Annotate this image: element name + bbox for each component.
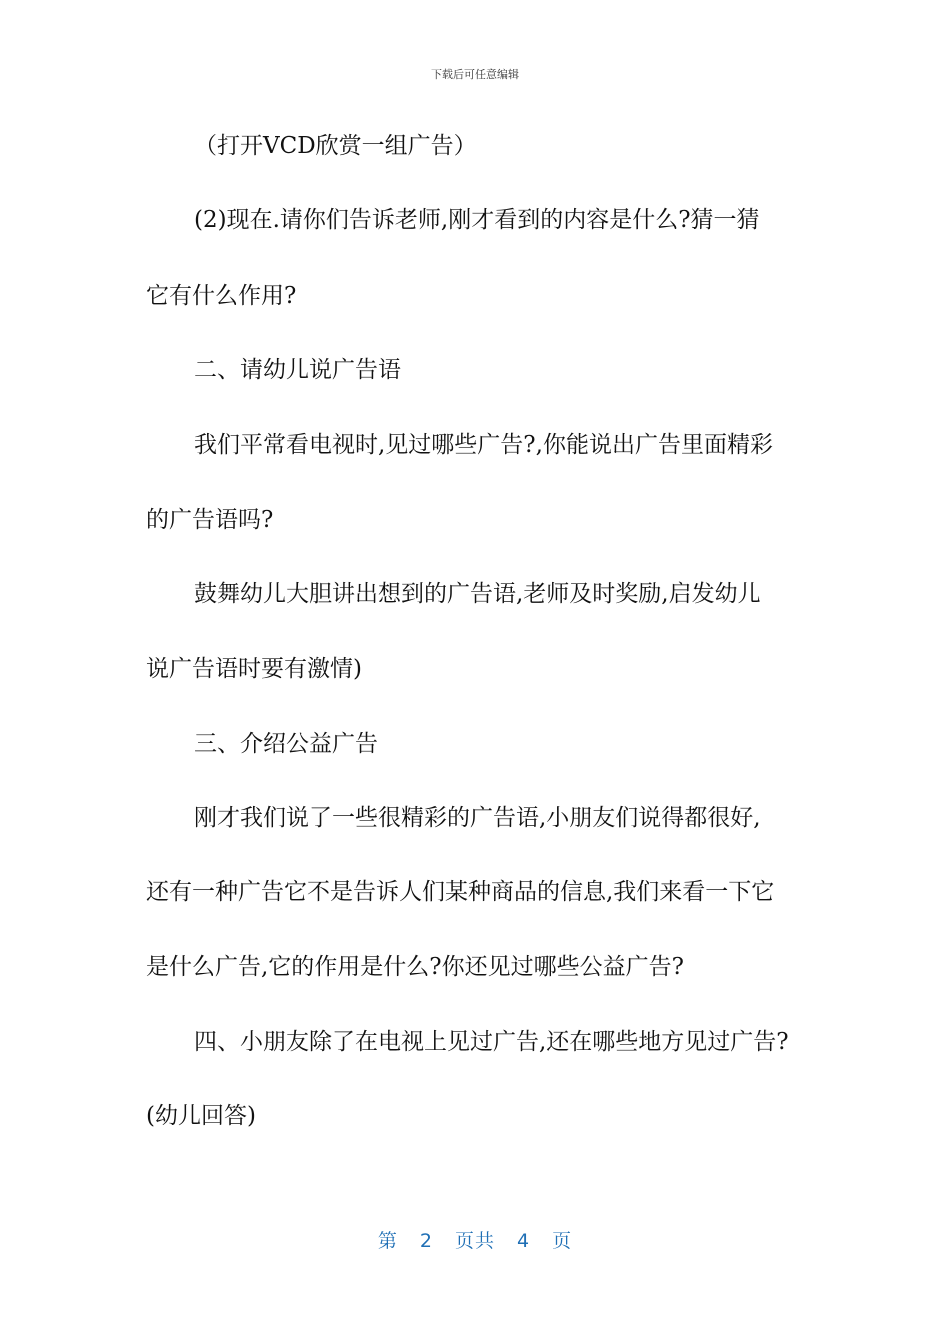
paragraph-line: (幼儿回答) — [146, 1103, 256, 1129]
footer-page-number: 2 — [419, 1230, 433, 1252]
paragraph-line: 鼓舞幼儿大胆讲出想到的广告语,老师及时奖励,启发幼儿 — [194, 581, 761, 607]
page-footer — [0, 1226, 950, 1253]
paragraph-line: 说广告语时要有激情) — [146, 656, 362, 682]
footer-total-pages: 4 — [517, 1230, 531, 1252]
footer-middle: 页共 — [454, 1230, 495, 1252]
footer-suffix: 页 — [552, 1230, 573, 1252]
paragraph-line: 刚才我们说了一些很精彩的广告语,小朋友们说得都很好, — [194, 805, 761, 831]
paragraph-line: (2)现在.请你们告诉老师,刚才看到的内容是什么?猜一猜 — [194, 207, 760, 233]
paragraph-line: （打开VCD欣赏一组广告） — [194, 133, 477, 159]
paragraph-line: 二、请幼儿说广告语 — [194, 357, 401, 383]
paragraph-line: 的广告语吗? — [146, 507, 274, 533]
footer-prefix: 第 — [377, 1230, 398, 1252]
paragraph-line: 它有什么作用? — [146, 283, 297, 309]
paragraph-line: 三、介绍公益广告 — [194, 731, 378, 757]
page-header: 下载后可任意编辑 — [431, 68, 519, 81]
paragraph-line: 四、小朋友除了在电视上见过广告,还在哪些地方见过广告? — [194, 1029, 789, 1055]
paragraph-line: 我们平常看电视时,见过哪些广告?,你能说出广告里面精彩 — [194, 432, 773, 458]
paragraph-line: 还有一种广告它不是告诉人们某种商品的信息,我们来看一下它 — [146, 879, 775, 905]
paragraph-line: 是什么广告,它的作用是什么?你还见过哪些公益广告? — [146, 954, 684, 980]
